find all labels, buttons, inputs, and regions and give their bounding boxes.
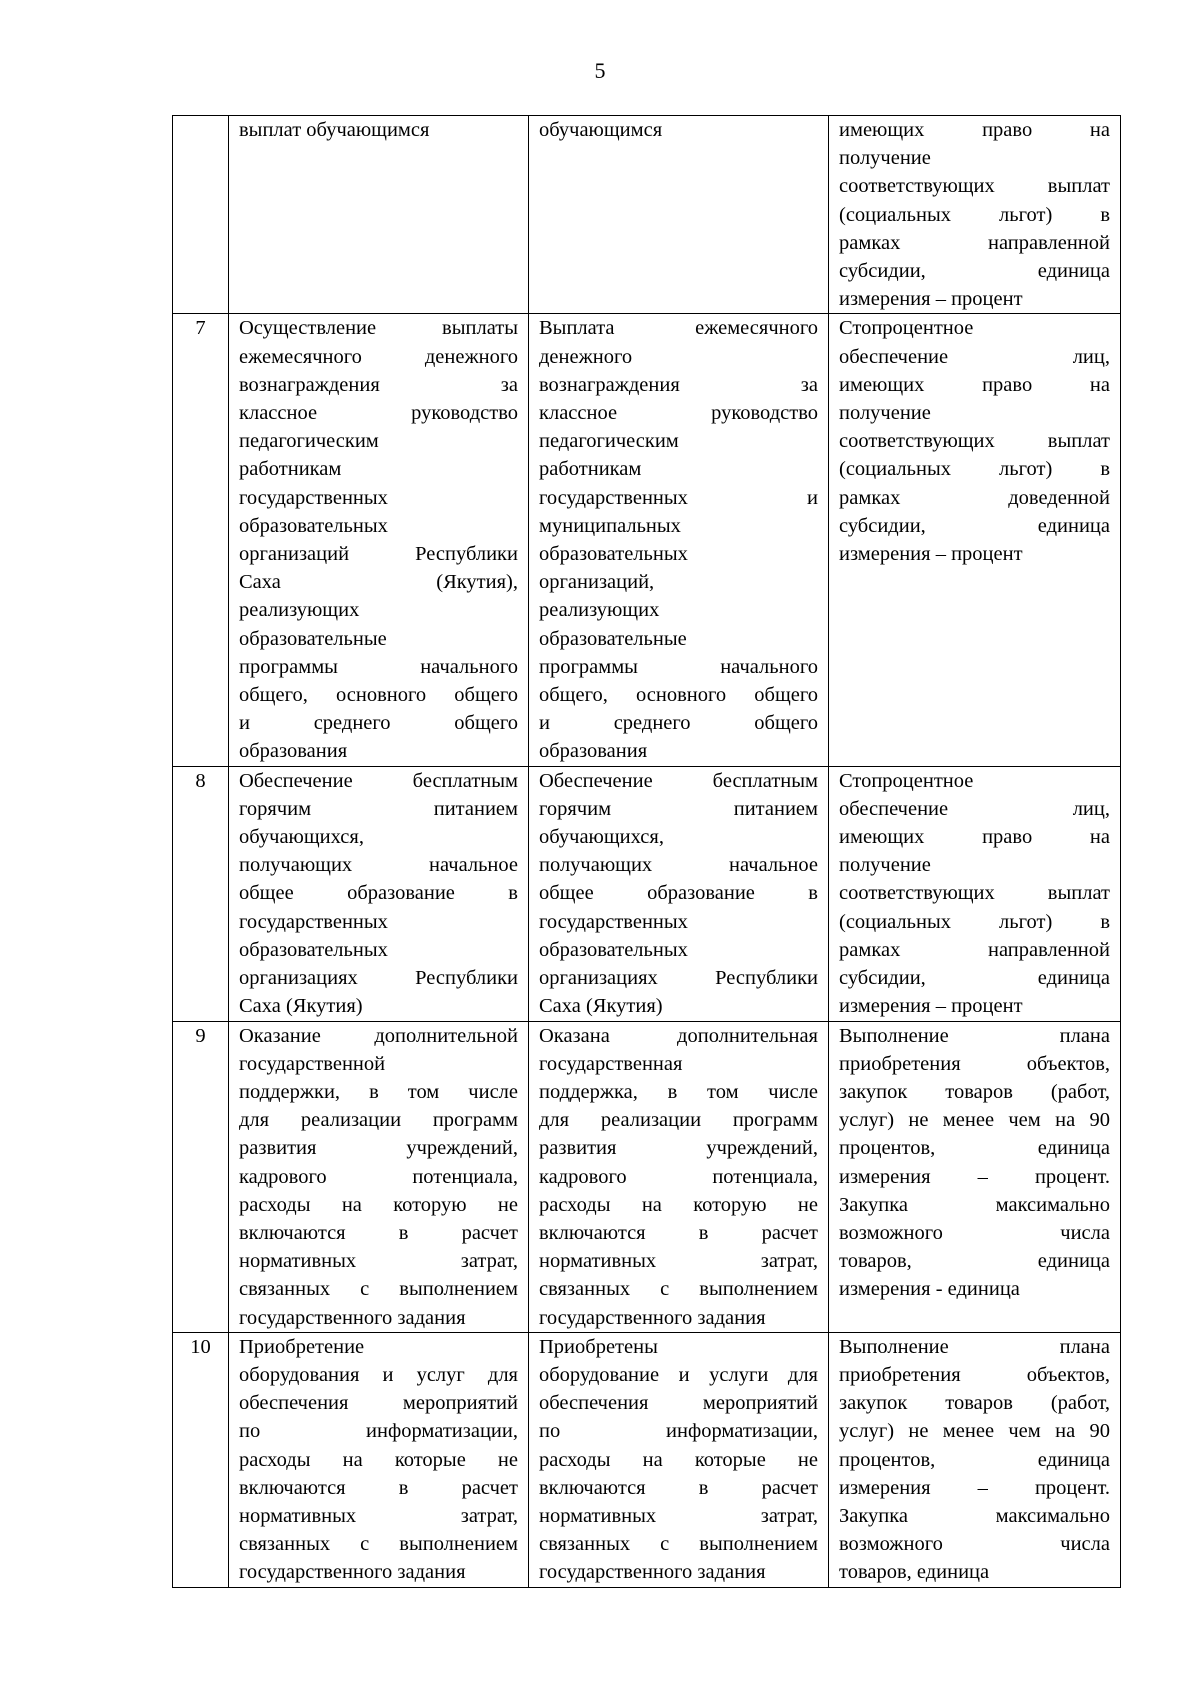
text-line: рамках доведенной (839, 486, 1110, 509)
text-line: Обеспечение бесплатным (539, 769, 818, 792)
text-line: горячим питанием (239, 797, 518, 820)
row-number (173, 116, 229, 314)
text-line: получение (839, 147, 931, 170)
text-line: процентов, единица (839, 1137, 1110, 1160)
row-number: 9 (173, 1021, 229, 1332)
text-line: для реализации программ (539, 1109, 818, 1132)
text-line: государственная (539, 1052, 683, 1075)
table-row (173, 1332, 1121, 1587)
text-line: измерения – процент. (839, 1476, 1110, 1499)
indicator-cell (829, 116, 1121, 314)
text-line: оборудования и услуг для (239, 1363, 518, 1386)
text-line: Стопроцентное (839, 317, 974, 340)
text-line: образовательных (239, 514, 388, 537)
text-line: поддержки, в том числе (239, 1080, 518, 1103)
table-row (173, 116, 1121, 314)
text-line: Оказана дополнительная (539, 1024, 818, 1047)
text-line: расходы на которую не (539, 1193, 818, 1216)
text-line: закупок товаров (работ, (839, 1080, 1110, 1103)
text-line: по информатизации, (239, 1420, 518, 1443)
text-line: Саха (Якутия), (239, 571, 518, 594)
text-line: программы начального (539, 655, 818, 678)
text-line: обучающихся, (539, 826, 664, 849)
text-line: Саха (Якутия) (539, 995, 663, 1018)
text-line: (социальных льгот) в (839, 910, 1110, 933)
text-line: развития учреждений, (539, 1137, 818, 1160)
text-line: имеющих право на (839, 373, 1110, 396)
text-line: соответствующих выплат (839, 430, 1110, 453)
text-line: Стопроцентное (839, 769, 974, 792)
text-line: образовательные (239, 627, 387, 650)
text-line: Приобретены (539, 1335, 658, 1358)
text-line: включаются в расчет (539, 1221, 818, 1244)
text-line: измерения - единица (839, 1278, 1020, 1301)
table-row (173, 1021, 1121, 1332)
text-line: и среднего общего (539, 712, 818, 735)
indicator-cell (829, 1021, 1121, 1332)
measure-cell (229, 1021, 529, 1332)
text-line: включаются в расчет (239, 1476, 518, 1499)
text-line: связанных с выполнением (239, 1278, 518, 1301)
text-line: реализующих (239, 599, 360, 622)
text-line: поддержка, в том числе (539, 1080, 818, 1103)
text-line: образовательных (539, 938, 688, 961)
text-line: организаций, (539, 571, 655, 594)
indicator-cell (829, 766, 1121, 1021)
text-line: Выполнение плана (839, 1024, 1110, 1047)
table-row (173, 314, 1121, 766)
text-line: включаются в расчет (539, 1476, 818, 1499)
text-line: обеспечения мероприятий (239, 1392, 518, 1415)
text-line: рамках направленной (839, 938, 1110, 961)
text-line: субсидии, единица (839, 514, 1110, 537)
text-line: Обеспечение бесплатным (239, 769, 518, 792)
text-line: приобретения объектов, (839, 1363, 1110, 1386)
row-number: 7 (173, 314, 229, 766)
result-cell (529, 1021, 829, 1332)
text-line: услуг) не менее чем на 90 (839, 1109, 1110, 1132)
text-line: получающих начальное (239, 854, 518, 877)
page-number: 5 (594, 58, 606, 83)
text-line: вознаграждения за (539, 373, 818, 396)
measure-cell (229, 314, 529, 766)
text-line: реализующих (539, 599, 660, 622)
text-line: организациях Республики (239, 967, 518, 990)
text-line: государственной (239, 1052, 386, 1075)
text-line: товаров, единица (839, 1250, 1110, 1273)
table-row (173, 766, 1121, 1021)
text-line: услуг) не менее чем на 90 (839, 1420, 1110, 1443)
text-line: и среднего общего (239, 712, 518, 735)
measure-cell (229, 766, 529, 1021)
text-line: организациях Республики (539, 967, 818, 990)
text-line: получающих начальное (539, 854, 818, 877)
text-line: нормативных затрат, (539, 1250, 818, 1273)
text-line: вознаграждения за (239, 373, 518, 396)
row-number: 10 (173, 1332, 229, 1587)
text-line: общего, основного общего (539, 684, 818, 707)
result-cell (529, 1332, 829, 1587)
text-line: соответствующих выплат (839, 882, 1110, 905)
text-line: государственных и (539, 486, 818, 509)
text-line: (социальных льгот) в (839, 203, 1110, 226)
text-line: обеспечения мероприятий (539, 1392, 818, 1415)
text-line: связанных с выполнением (239, 1533, 518, 1556)
text-line: Осуществление выплаты (239, 317, 518, 340)
text-line: образования (239, 740, 348, 763)
result-cell (529, 116, 829, 314)
text-line: обучающимся (539, 119, 663, 141)
text-line: горячим питанием (539, 797, 818, 820)
text-line: образования (539, 740, 648, 763)
result-cell (529, 314, 829, 766)
text-line: включаются в расчет (239, 1221, 518, 1244)
text-line: нормативных затрат, (539, 1504, 818, 1527)
text-line: субсидии, единица (839, 260, 1110, 283)
text-line: работникам (239, 458, 342, 481)
text-line: товаров, единица (839, 1561, 990, 1584)
text-line: кадрового потенциала, (239, 1165, 518, 1188)
text-line: имеющих право на (839, 119, 1110, 141)
text-line: общего, основного общего (239, 684, 518, 707)
text-line: кадрового потенциала, (539, 1165, 818, 1188)
text-line: расходы на которые не (539, 1448, 818, 1471)
text-line: получение (839, 854, 931, 877)
text-line: государственных (539, 910, 688, 933)
text-line: измерения – процент (839, 288, 1023, 311)
text-line: субсидии, единица (839, 967, 1110, 990)
text-line: муниципальных (539, 514, 681, 537)
text-line: приобретения объектов, (839, 1052, 1110, 1075)
row-number: 8 (173, 766, 229, 1021)
measure-cell (229, 116, 529, 314)
text-line: организаций Республики (239, 543, 518, 566)
result-cell (529, 766, 829, 1021)
text-line: нормативных затрат, (239, 1250, 518, 1273)
text-line: обучающихся, (239, 826, 364, 849)
text-line: ежемесячного денежного (239, 345, 518, 368)
text-line: Выплата ежемесячного (539, 317, 818, 340)
text-line: рамках направленной (839, 231, 1110, 254)
text-line: государственных (239, 486, 388, 509)
text-line: возможного числа (839, 1221, 1110, 1244)
text-line: расходы на которые не (239, 1448, 518, 1471)
text-line: обеспечение лиц, (839, 797, 1110, 820)
text-line: измерения – процент (839, 995, 1023, 1018)
text-line: программы начального (239, 655, 518, 678)
text-line: классное руководство (539, 402, 818, 425)
text-line: денежного (539, 345, 633, 368)
text-line: классное руководство (239, 402, 518, 425)
text-line: общее образование в (539, 882, 818, 905)
text-line: измерения – процент (839, 543, 1023, 566)
text-line: выплат обучающимся (239, 119, 430, 141)
text-line: возможного числа (839, 1533, 1110, 1556)
text-line: получение (839, 402, 931, 425)
indicator-cell (829, 1332, 1121, 1587)
text-line: Закупка максимально (839, 1504, 1110, 1527)
text-line: (социальных льгот) в (839, 458, 1110, 481)
table-body (173, 116, 1121, 1588)
text-line: государственного задания (539, 1561, 766, 1584)
text-line: государственного задания (239, 1561, 466, 1584)
text-line: Выполнение плана (839, 1335, 1110, 1358)
text-line: общее образование в (239, 882, 518, 905)
text-line: развития учреждений, (239, 1137, 518, 1160)
text-line: для реализации программ (239, 1109, 518, 1132)
measure-cell (229, 1332, 529, 1587)
text-line: образовательные (539, 627, 687, 650)
text-line: процентов, единица (839, 1448, 1110, 1471)
text-line: Приобретение (239, 1335, 365, 1358)
text-line: закупок товаров (работ, (839, 1392, 1110, 1415)
text-line: Закупка максимально (839, 1193, 1110, 1216)
text-line: педагогическим (539, 430, 679, 453)
text-line: образовательных (539, 543, 688, 566)
text-line: государственного задания (539, 1306, 766, 1329)
measures-table (172, 115, 1121, 1588)
text-line: работникам (539, 458, 642, 481)
text-line: расходы на которую не (239, 1193, 518, 1216)
text-line: оборудование и услуги для (539, 1363, 818, 1386)
text-line: Оказание дополнительной (239, 1024, 518, 1047)
text-line: Саха (Якутия) (239, 995, 363, 1018)
text-line: измерения – процент. (839, 1165, 1110, 1188)
text-line: соответствующих выплат (839, 175, 1110, 198)
text-line: государственных (239, 910, 388, 933)
text-line: образовательных (239, 938, 388, 961)
text-line: имеющих право на (839, 826, 1110, 849)
text-line: педагогическим (239, 430, 379, 453)
text-line: связанных с выполнением (539, 1278, 818, 1301)
indicator-cell (829, 314, 1121, 766)
text-line: нормативных затрат, (239, 1504, 518, 1527)
text-line: связанных с выполнением (539, 1533, 818, 1556)
text-line: государственного задания (239, 1306, 466, 1329)
text-line: по информатизации, (539, 1420, 818, 1443)
text-line: обеспечение лиц, (839, 345, 1110, 368)
